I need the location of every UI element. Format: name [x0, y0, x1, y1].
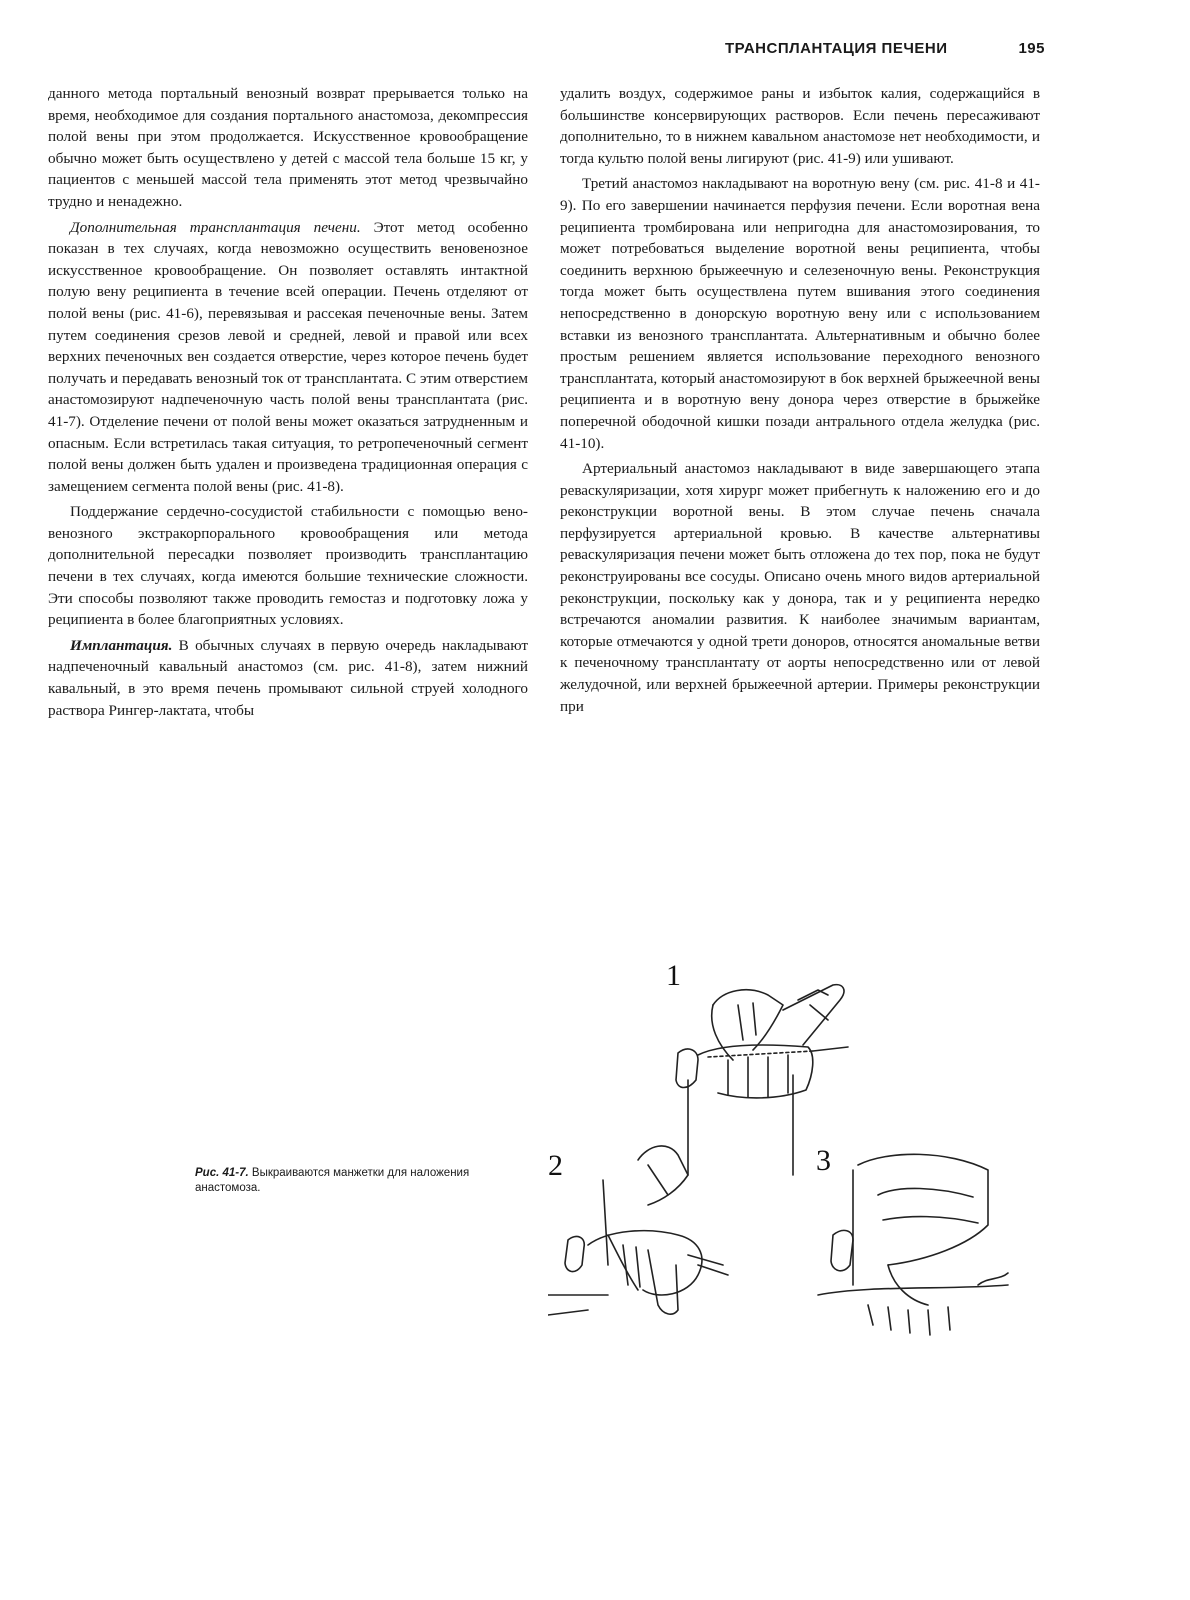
section-title: Имплантация.	[70, 636, 173, 654]
paragraph: данного метода портальный венозный возврат прерывается только на время, необходимое для создания портального анастомоза, декомпрессия полой вены при этом продолжается. Искусственное кровообращение обычно может быть осуществлено у детей с массой тела больше 15 кг, у пациентов с меньшей массой тела применять этот метод чрезвычайно трудно и ненадежно.	[48, 85, 528, 210]
running-head-title: ТРАНСПЛАНТАЦИЯ ПЕЧЕНИ	[725, 40, 948, 57]
panel-3-drawing	[818, 1154, 1008, 1335]
figure-caption-label: Рис. 41-7.	[195, 1167, 249, 1179]
paragraph-body: В обычных случаях в первую очередь накладывают надпеченочный кавальный анастомоз (см. рис. 41-8), затем нижний кавальный, в это время печень промывают сильной струей холодного раствора Рингер-лактата, чтобы	[48, 636, 528, 719]
paragraph-body: Этот метод особенно показан в тех случаях, когда невозможно осуществить веновенозное искусственное кровообращение. Он позволяет оставлять интактной полую вену реципиента в течение всей операции. Печень отделяют от полой вены (рис. 41-6), перевязывая и рассекая печеночные вены. Затем путем соединения срезов левой и средней, левой и правой или всех верхних печеночных вен создается отверстие, через которое печень будет получать и передавать венозный ток от трансплантата. С этим отверстием анастомозируют надпеченочную часть полой вены трансплантата (рис. 41-7). Отделение печени от полой вены может оказаться затрудненным и опасным. Если встретилась такая ситуация, то ретропеченочный сегмент полой вены должен быть удален и произведена традиционная операция с замещением сегмента полой вены (рис. 41-8).	[48, 218, 528, 495]
panel-label-3: 3	[816, 1144, 831, 1177]
figure-caption-text: Выкраиваются манжетки для наложения анастомоза.	[195, 1167, 470, 1194]
illustration-svg	[548, 965, 1048, 1385]
section-title: Дополнительная трансплантация печени.	[70, 218, 361, 236]
panel-label-1: 1	[666, 965, 681, 992]
panel-2-drawing	[548, 1146, 728, 1315]
paragraph	[48, 217, 528, 498]
paragraph: удалить воздух, содержимое раны и избыток калия, содержащийся в большинстве консервирующих растворов. Если печень пересаживают дополнительно, то в нижнем кавальном анастомозе нет необходимости, и тогда культю полой вены лигируют (рис. 41-9) или ушивают.	[560, 85, 1040, 167]
paragraph	[48, 635, 528, 721]
running-head	[725, 40, 1045, 64]
paragraph: Поддержание сердечно-сосудистой стабильности с помощью вено-венозного экстракорпорального кровообращения или метода дополнительной пересадки позволяет производить трансплантацию печени в тех случаях, когда имеются большие технические сложности. Эти способы позволяют также проводить гемостаз и подготовку ложа у реципиента в более благоприятных условиях.	[48, 503, 528, 629]
surgical-illustration	[548, 965, 1048, 1385]
right-column	[560, 83, 1040, 717]
paragraph: Третий анастомоз накладывают на воротную вену (см. рис. 41-8 и 41-9). По его завершении начинается перфузия печени. Если воротная вена реципиента тромбирована или непригодна для анастомозирования, то может потребоваться выделение воротной вены реципиента, чтобы соединить верхнюю брыжеечную и селезеночную вены. Реконструкция тогда может быть осуществлена путем вшивания этого соединения непосредственно в донорскую воротную вену или с использованием вставки из венозного трансплантата. Альтернативным и обычно более простым решением является использование переходного венозного трансплантата, который анастомозируют в бок верхней брыжеечной вены реципиента и в воротную вену донора через отверстие в брыжейке поперечной ободочной кишки позади антрального отдела желудка (рис. 41-10).	[560, 175, 1040, 452]
figure-caption	[195, 1166, 525, 1196]
page-number: 195	[1018, 40, 1045, 57]
paragraph: Артериальный анастомоз накладывают в виде завершающего этапа реваскуляризации, хотя хирург может прибегнуть к наложению его и до реконструкции воротной вены. В этом случае печень сначала перфузируется артериальной кровью. В качестве альтернативы реваскуляризация печени может быть отложена до тех пор, пока не будут реконструированы все сосуды. Описано очень много видов артериальной реконструкции, поскольку как у донора, так и у реципиента нередко встречаются аномалии развития. К наиболее значимым вариантам, которые отмечаются у одной трети доноров, относятся аномальные ветви к печеночному трансплантату от аорты непосредственно или от левой желудочной, или верхней брыжеечной артерии. Примеры реконструкции при	[560, 460, 1040, 715]
left-column	[48, 83, 528, 721]
panel-label-2: 2	[548, 1149, 563, 1182]
